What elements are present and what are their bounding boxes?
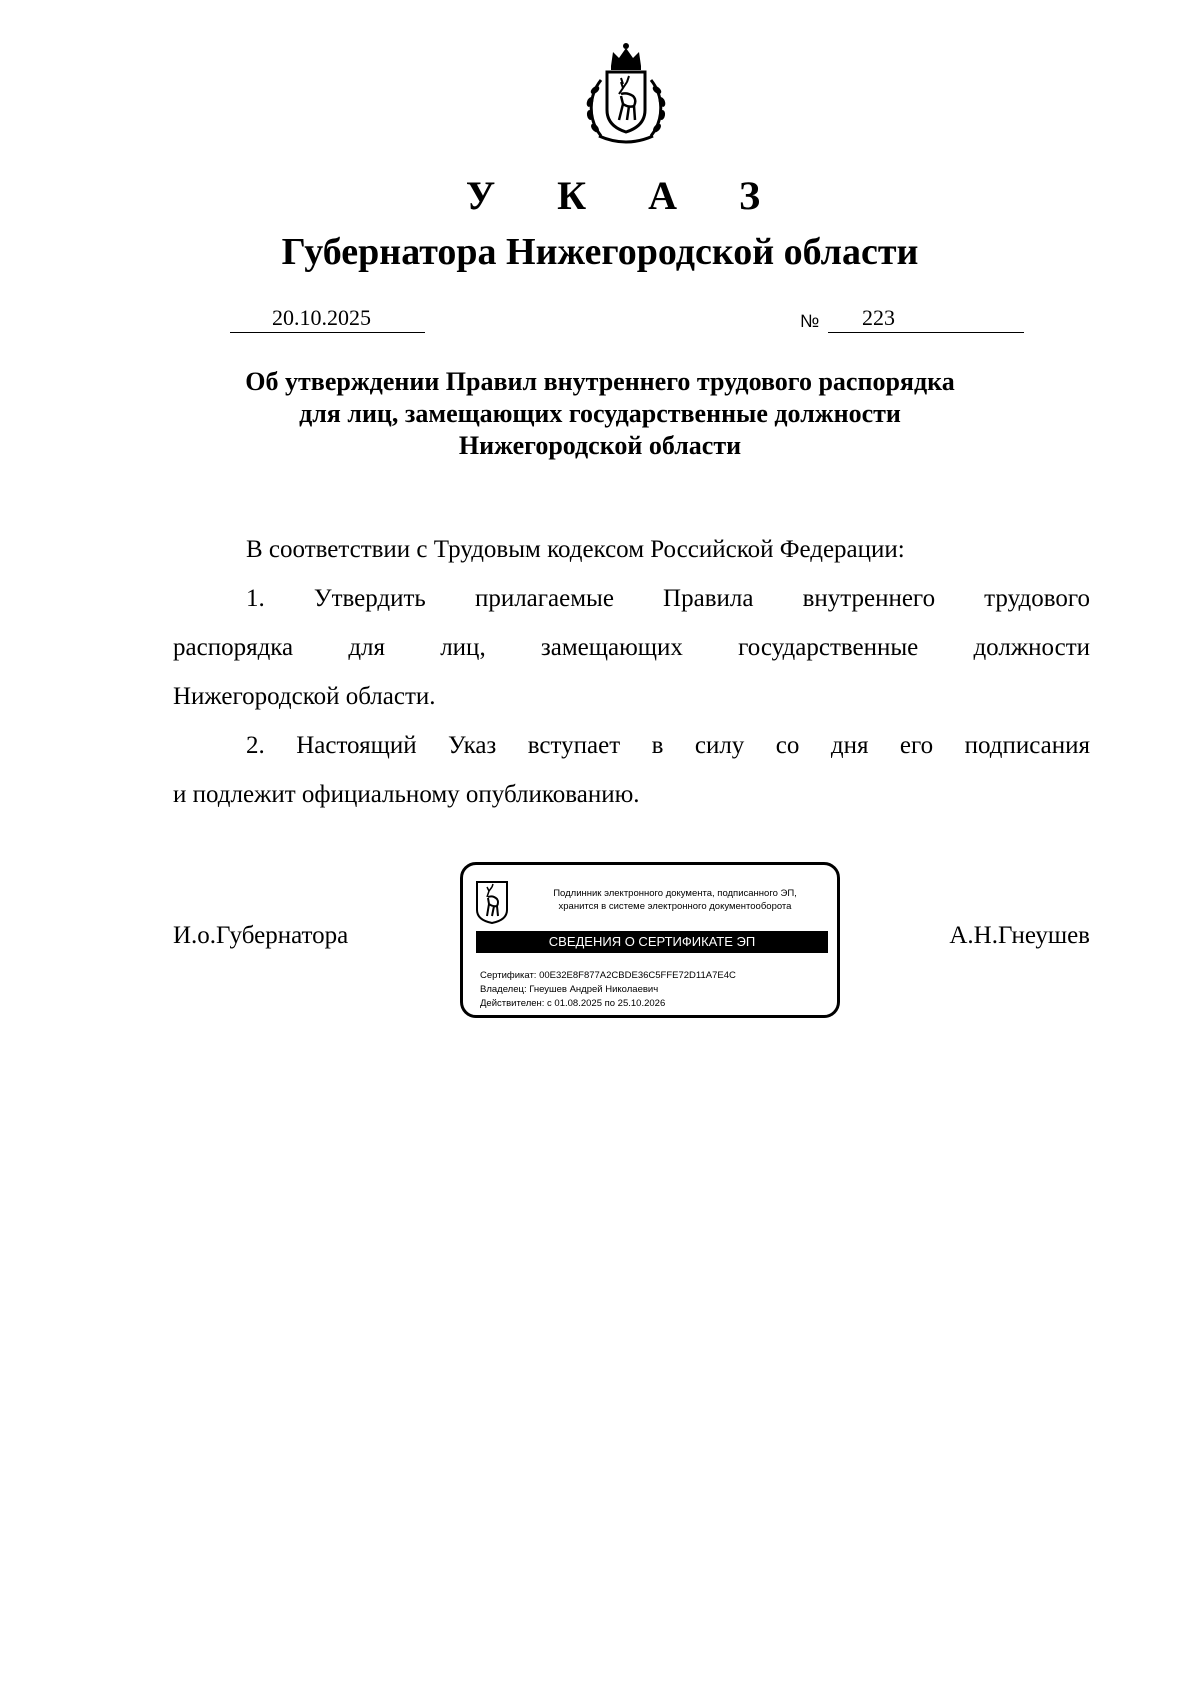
date-field — [230, 305, 425, 333]
item-1-line: Нижегородской области. — [173, 683, 436, 710]
certificate-number: Сертификат: 00E32E8F877A2CBDE36C5FFE72D11A7E4C — [480, 970, 736, 981]
item-1-line: распорядка для лиц, замещающих государственные должности — [173, 634, 1090, 661]
date-value: 20.10.2025 — [272, 305, 371, 330]
stamp-header-line: хранится в системе электронного документооборота — [558, 901, 792, 912]
document-type-title: У К А З — [465, 173, 787, 218]
number-value: 223 — [862, 305, 895, 330]
coat-of-arms-icon — [571, 40, 681, 150]
item-1-line: 1. Утвердить прилагаемые Правила внутреннего трудового — [246, 585, 1090, 612]
stamp-details — [480, 969, 736, 1011]
number-field — [828, 305, 1024, 333]
stamp-header — [525, 887, 825, 913]
item-2-line: и подлежит официальному опубликованию. — [173, 781, 640, 808]
item-2-paragraph — [173, 721, 1090, 819]
subject-line: для лиц, замещающих государственные должности — [299, 399, 901, 428]
issuer-title: Губернатора Нижегородской области — [281, 231, 919, 273]
subject-line: Об утверждении Правил внутреннего трудового распорядка — [245, 367, 955, 396]
item-2-line: 2. Настоящий Указ вступает в силу со дня его подписания — [246, 732, 1090, 759]
deer-shield-icon — [475, 880, 509, 924]
item-1-paragraph — [173, 574, 1090, 721]
certificate-validity: Действителен: с 01.08.2025 по 25.10.2026 — [480, 998, 666, 1009]
stamp-certificate-bar: СВЕДЕНИЯ О СЕРТИФИКАТЕ ЭП — [476, 931, 828, 953]
number-sign: № — [800, 311, 820, 331]
subject-line: Нижегородской области — [458, 431, 742, 460]
document-subject — [0, 366, 1200, 462]
document-body — [173, 525, 1090, 819]
intro-paragraph: В соответствии с Трудовым кодексом Российской Федерации: — [246, 536, 905, 563]
signatory-position: И.о.Губернатора — [173, 922, 349, 949]
certificate-owner: Владелец: Гнеушев Андрей Николаевич — [480, 984, 659, 995]
electronic-signature-stamp — [460, 862, 840, 1018]
signatory-name: А.Н.Гнеушев — [949, 922, 1090, 949]
stamp-header-line: Подлинник электронного документа, подписанного ЭП, — [553, 888, 797, 899]
